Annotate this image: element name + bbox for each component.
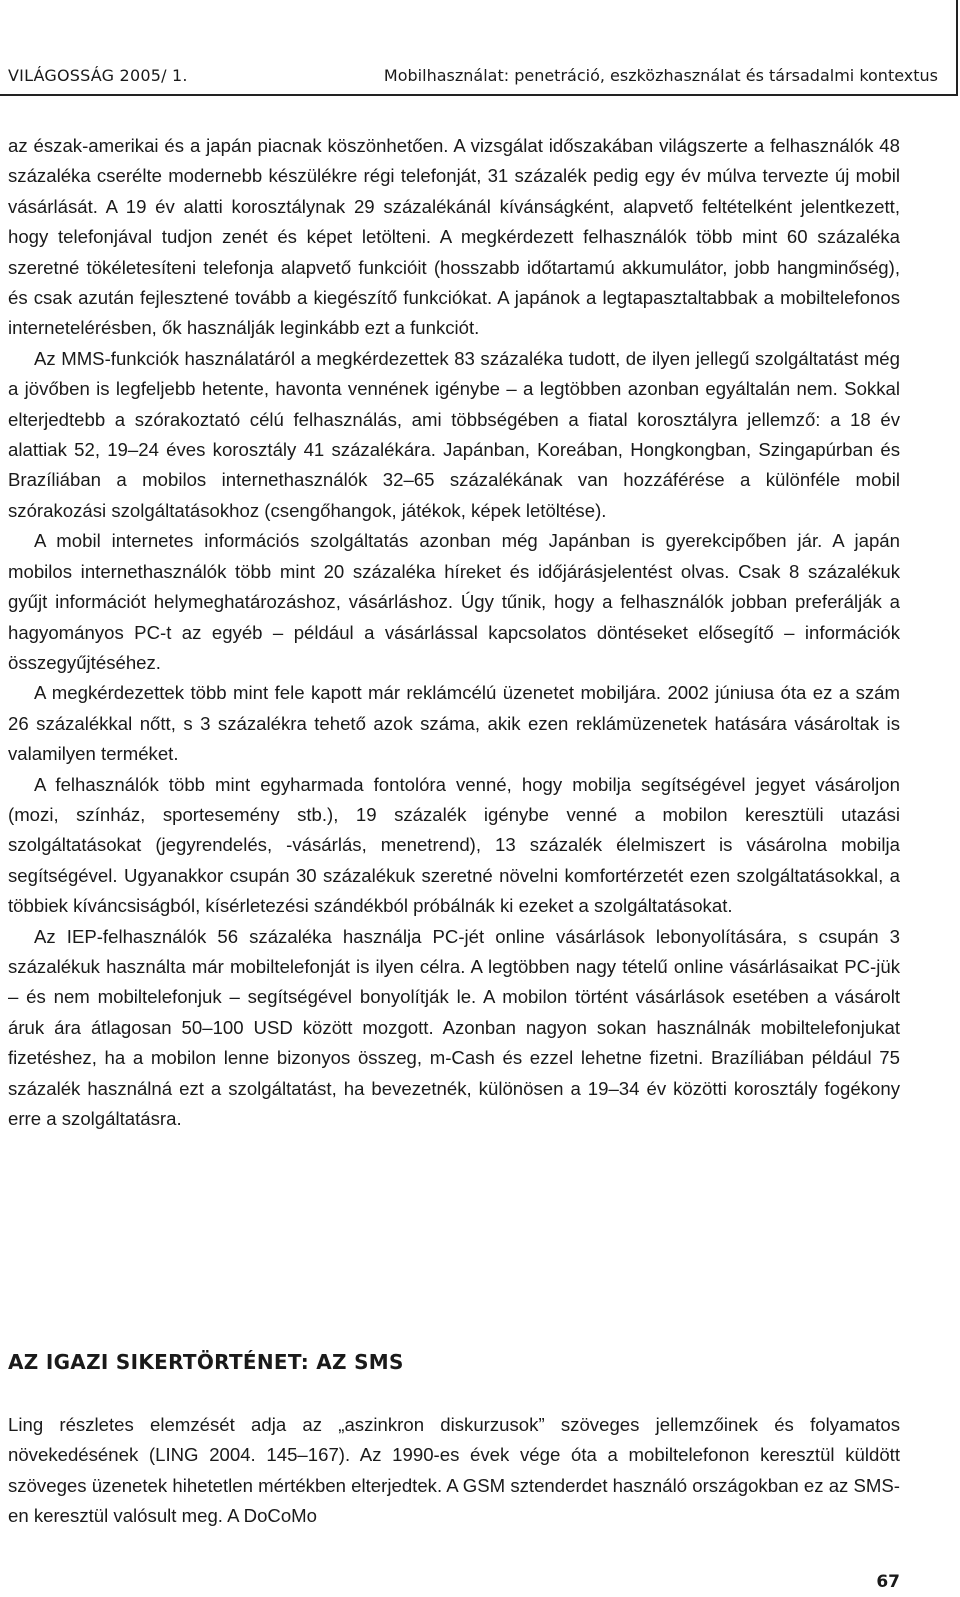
paragraph: Ling részletes elemzését adja az „aszinkron diskurzusok” szöveges jellemzőinek és folyamatos növekedésének (LING 2004. 145–167). Az 1990-es évek vége óta a mobiltelefonon keresztül küldött szöveges üzenetek hihetetlen mértékben elterjedtek. A GSM sztenderdet használó országokban ez az SMS-en keresztül valósult meg. A DoCoMo xyxy=(8,1414,900,1527)
paragraph: A mobil internetes információs szolgáltatás azonban még Japánban is gyerekcipőben jár. A japán mobilos internethasználók több mint 20 százaléka híreket és időjárásjelentést olvas. Csak 8 százalékuk gyűjt információt helymeghatározáshoz, vásárláshoz. Úgy tűnik, hogy a felhasználók jobban preferálják a hagyományos PC-t az egyéb – például a vásárlással kapcsolatos döntéseket elősegítő – információk összegyűjtéséhez. xyxy=(8,530,900,673)
body-text xyxy=(8,131,900,1134)
journal-label: VILÁGOSSÁG 2005/ 1. xyxy=(8,66,188,85)
paragraph: A megkérdezettek több mint fele kapott már reklámcélú üzenetet mobiljára. 2002 júniusa óta ez a szám 26 százalékkal nőtt, s 3 százalékra tehető azok száma, akik ezen reklámüzenetek hatására vásároltak is valamilyen terméket. xyxy=(8,682,900,765)
paragraph: az észak-amerikai és a japán piacnak köszönhetően. A vizsgálat időszakában világszerte a felhasználók 48 százaléka cserélte modernebb készülékre régi telefonját, 31 százalék pedig egy év múlva tervezte új mobil vásárlását. A 19 év alatti korosztálynak 29 százalékánál kívánságként, alapvető feltételként jelentkezett, hogy telefonjával tudjon zenét és képet letölteni. A megkérdezett felhasználók több mint 60 százaléka szeretné tökéletesíteni telefonja alapvető funkcióit (hosszabb időtartamú akkumulátor, jobb hangminőség), és csak azután fejlesztené tovább a kiegészítő funkciókat. A japánok a legtapasztaltabbak a mobiltelefonos internetelérésben, ők használják leginkább ezt a funkciót. xyxy=(8,135,900,339)
section-heading: AZ IGAZI SIKERTÖRTÉNET: AZ SMS xyxy=(8,1350,404,1374)
paragraph: Az MMS-funkciók használatáról a megkérdezettek 83 százaléka tudott, de ilyen jellegű szolgáltatást még a jövőben is legfeljebb hetente, havonta vennének igénybe – a legtöbben azonban egyáltalán nem. Sokkal elterjedtebb a szórakoztató célú felhasználás, ami többségében a fiatal korosztályra jellemző: a 18 év alattiak 52, 19–24 éves korosztály 41 százalékára. Japánban, Koreában, Hongkongban, Szingapúrban és Brazíliában a mobilos internethasználók 32–65 százalékának van hozzáférése a különféle mobil szórakozási szolgáltatásokhoz (csengőhangok, játékok, képek letöltése). xyxy=(8,347,900,521)
article-title: Mobilhasználat: penetráció, eszközhasználat és társadalmi kontextus xyxy=(383,66,938,85)
page-number: 67 xyxy=(876,1572,900,1592)
running-header xyxy=(0,0,958,96)
section-text xyxy=(8,1410,900,1532)
paragraph: Az IEP-felhasználók 56 százaléka használja PC-jét online vásárlások lebonyolítására, s csupán 3 százalékuk használta már mobiltelefonját is ilyen célra. A legtöbben nagy tételű online vásárlásaikat PC-jük – és nem mobiltelefonjuk – segítségével bonyolítják le. A mobilon történt vásárlások esetében a vásárolt áruk ára átlagosan 50–100 USD között mozgott. Azonban nagyon sokan használnák mobiltelefonjukat fizetéshez, ha a mobilon lenne bizonyos összeg, m-Cash és ezzel lehetne fizetni. Brazíliában például 75 százalék használná ezt a szolgáltatást, ha bevezetnék, különösen a 19–34 év közötti korosztály fogékony erre a szolgáltatásra. xyxy=(8,925,900,1129)
paragraph: A felhasználók több mint egyharmada fontolóra venné, hogy mobilja segítségével jegyet vásároljon (mozi, színház, sportesemény stb.), 19 százalék igénybe venné a mobilon keresztüli utazási szolgáltatásokat (jegyrendelés, -vásárlás, menetrend), 13 százalék élelmiszert is vásárolna mobilja segítségével. Ugyanakkor csupán 30 százalékuk szeretné növelni komfortérzetét ezen szolgáltatásokkal, a többiek kíváncsiságból, kísérletezési szándékból próbálnák ki ezeket a szolgáltatásokat. xyxy=(8,773,900,917)
